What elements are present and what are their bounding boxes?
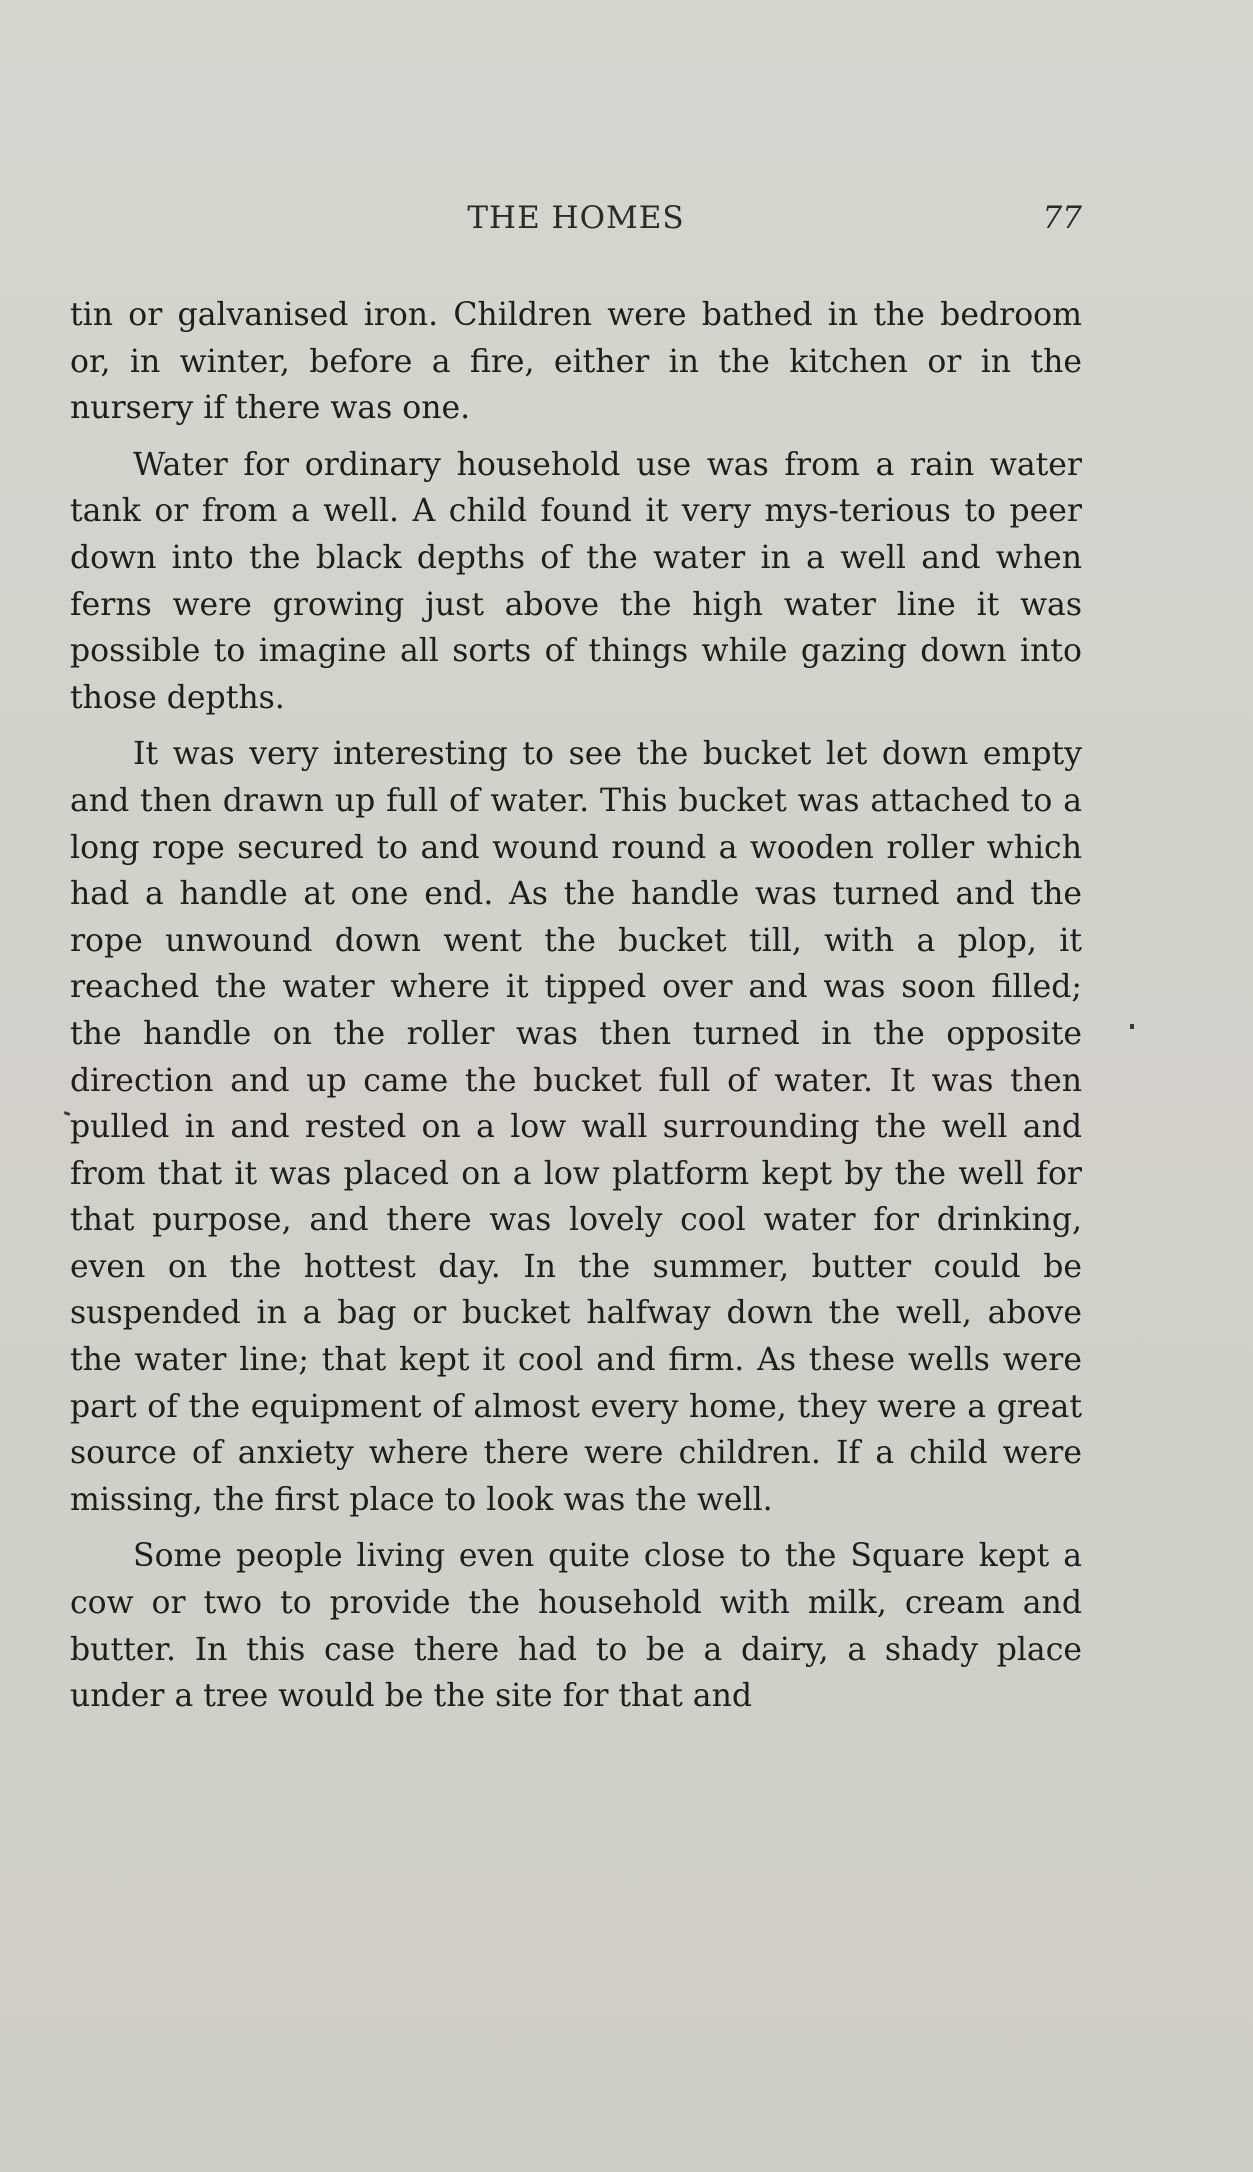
paragraph-dairy: Some people living even quite close to the Square kept a cow or two to provide the household with milk, cream and butter. In this case there had to be a dairy, a shady place under a tree would be the site for that and xyxy=(70,1538,1082,1715)
running-header xyxy=(70,200,1082,246)
paragraph-continued: tin or galvanised iron. Children were bathed in the bedroom or, in winter, before a fire, either in the kitchen or in the nursery if there was one. xyxy=(70,297,1082,427)
paragraph-bucket-well: It was very interesting to see the bucket let down empty and then drawn up full of water. This bucket was attached to a long rope secured to and wound round a wooden roller which had a handle at one end. As the handle was turned and the rope unwound down went the bucket till, with a plop, it reached the water where it tipped over and was soon filled; the handle on the roller was then turned in the opposite direction and up came the bucket full of water. It was then pulled in and rested on a low wall surrounding the well and from that it was placed on a low platform kept by the well for that purpose, and there was lovely cool water for drinking, even on the hottest day. In the summer, butter could be suspended in a bag or bucket halfway down the well, above the water line; that kept it cool and firm. As these wells were part of the equipment of almost every home, they were a great source of anxiety where there were children. If a child were missing, the first place to look was the well. xyxy=(70,736,1082,1518)
print-speck xyxy=(64,1111,71,1116)
page-number: 77 xyxy=(1042,200,1082,236)
running-head-title: THE HOMES xyxy=(467,200,685,236)
paragraph-water-supply: Water for ordinary household use was from a rain water tank or from a well. A child found it very mys-terious to peer down into the black depths of the water in a well and when ferns were growing just above the high water line it was possible to imagine all sorts of things while gazing down into those depths. xyxy=(70,446,1082,716)
body-text xyxy=(70,292,1082,1730)
print-speck xyxy=(1130,1024,1134,1029)
